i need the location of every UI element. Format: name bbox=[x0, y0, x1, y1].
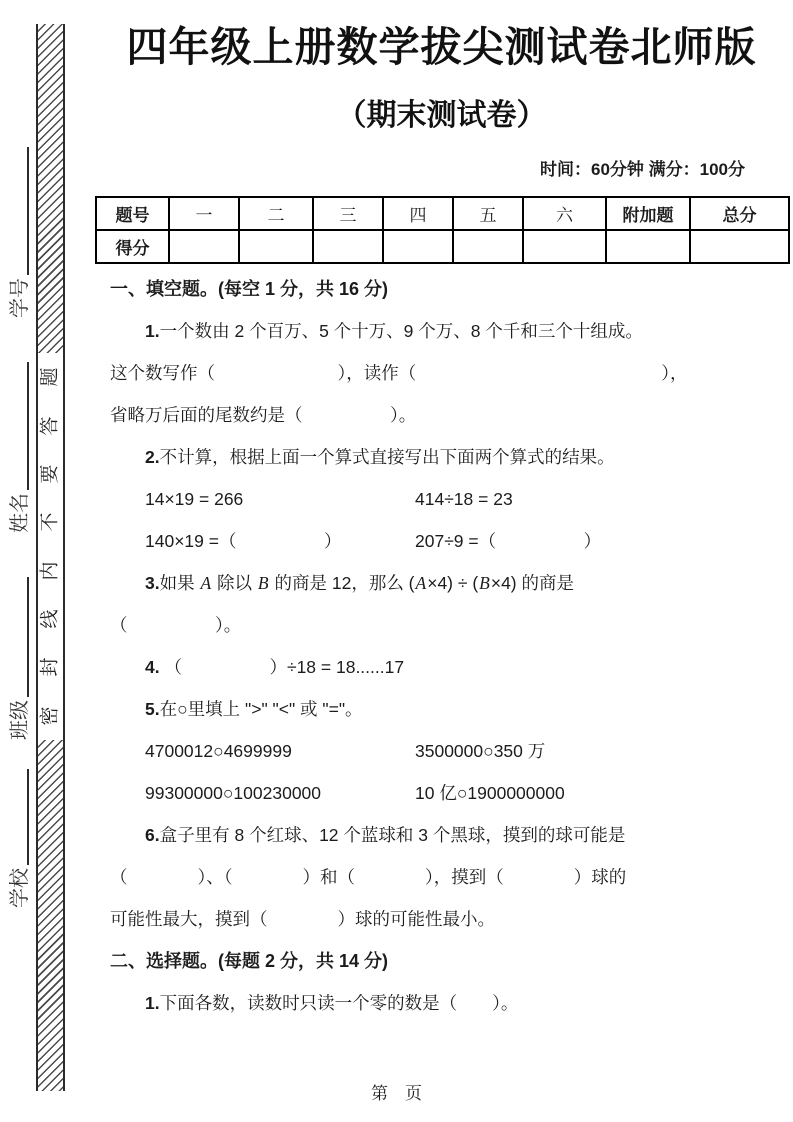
q6-text: 盒子里有 8 个红球、12 个蓝球和 3 个黑球，摸到的球可能是 bbox=[159, 825, 626, 845]
q5-text: 在○里填上 ">" "<" 或 "="。 bbox=[159, 699, 363, 719]
q1-line2: 这个数写作（ ），读作（ ）， bbox=[110, 363, 688, 383]
score-row-label: 得分 bbox=[96, 230, 169, 263]
class-label bbox=[7, 577, 33, 740]
q2-number: 2. bbox=[145, 447, 160, 467]
seal-hatch-top bbox=[38, 24, 63, 353]
school-label bbox=[7, 769, 33, 908]
q5-compare-row2 bbox=[95, 772, 788, 814]
seal-char: 题 bbox=[39, 367, 61, 387]
q5-compare-2: 3500000○350 万 bbox=[415, 741, 546, 761]
score-table-header-row bbox=[96, 197, 789, 230]
seal-char: 不 bbox=[39, 512, 61, 532]
seal-char: 内 bbox=[39, 561, 61, 581]
q6-line1 bbox=[95, 814, 788, 856]
q2-equation-1: 14×19 = 266 bbox=[145, 489, 244, 509]
q5-compare-1: 4700012○4699999 bbox=[145, 741, 292, 761]
seal-char: 封 bbox=[39, 657, 61, 677]
q3-text-part: 除以 bbox=[212, 573, 257, 593]
q3-var-b: B bbox=[257, 573, 269, 593]
section2-heading: 二、选择题。(每题 2 分，共 14 分) bbox=[110, 951, 389, 971]
q2-equations-row1 bbox=[95, 478, 788, 520]
paper-subtitle: （期末测试卷） bbox=[336, 99, 547, 132]
score-cell bbox=[690, 230, 789, 263]
q5-compare-4: 10 亿○1900000000 bbox=[415, 783, 565, 803]
score-cell bbox=[523, 230, 606, 263]
score-header-cell: 三 bbox=[313, 197, 383, 230]
score-cell bbox=[239, 230, 313, 263]
student-id-blank-line bbox=[11, 147, 29, 275]
score-header-cell: 六 bbox=[523, 197, 606, 230]
score-header-cell: 四 bbox=[383, 197, 453, 230]
score-header-total: 总分 bbox=[690, 197, 789, 230]
seal-char: 线 bbox=[39, 609, 61, 629]
section2-q1-number: 1. bbox=[145, 993, 160, 1013]
student-name-blank-line bbox=[11, 362, 29, 490]
score-header-question-no: 题号 bbox=[96, 197, 169, 230]
school-blank-line bbox=[11, 769, 29, 865]
q2-equation-2: 414÷18 = 23 bbox=[415, 489, 513, 509]
score-cell bbox=[313, 230, 383, 263]
q2-equations-row2 bbox=[95, 520, 788, 562]
q1-line1 bbox=[95, 310, 788, 352]
q3-var-a: A bbox=[200, 573, 212, 593]
questions-body bbox=[95, 268, 788, 1024]
paper-content bbox=[95, 0, 788, 1024]
q3-var-b: B bbox=[479, 573, 490, 593]
student-id-label bbox=[7, 147, 33, 318]
q3-text-part: ×4) 的商是 bbox=[490, 573, 575, 593]
student-name-label bbox=[7, 362, 33, 533]
q5-compare-3: 99300000○100230000 bbox=[145, 783, 322, 803]
score-table-score-row bbox=[96, 230, 789, 263]
page-number: 第 页 bbox=[371, 1084, 422, 1103]
class-text: 班级 bbox=[9, 700, 31, 740]
section2-q1-text: 下面各数，读数时只读一个零的数是（ ）。 bbox=[159, 993, 519, 1013]
paper-title: 四年级上册数学拔尖测试卷北师版 bbox=[126, 24, 757, 70]
q1-text: 一个数由 2 个百万、5 个十万、9 个万、8 个千和三个十组成。 bbox=[159, 321, 643, 341]
score-header-cell: 二 bbox=[239, 197, 313, 230]
section2-q1-line1 bbox=[95, 982, 788, 1024]
q1-number: 1. bbox=[145, 321, 160, 341]
q3-var-a: A bbox=[415, 573, 427, 593]
section1-heading: 一、填空题。(每空 1 分，共 16 分) bbox=[110, 279, 389, 299]
school-text: 学校 bbox=[9, 868, 31, 908]
q4-line1 bbox=[95, 646, 788, 688]
seal-char: 要 bbox=[39, 464, 61, 484]
seal-char: 答 bbox=[39, 416, 61, 436]
q1-line3: 省略万后面的尾数约是（ ）。 bbox=[110, 405, 417, 425]
q5-line1 bbox=[95, 688, 788, 730]
score-table bbox=[95, 196, 790, 264]
class-blank-line bbox=[11, 577, 29, 697]
q2-text: 不计算，根据上面一个算式直接写出下面两个算式的结果。 bbox=[159, 447, 615, 467]
seal-char: 密 bbox=[39, 706, 61, 726]
q6-line3: 可能性最大，摸到（ ）球的可能性最小。 bbox=[110, 909, 495, 929]
seal-hatch-bottom bbox=[38, 740, 63, 1091]
q5-number: 5. bbox=[145, 699, 160, 719]
seal-line-text bbox=[38, 353, 63, 740]
q3-text-part: 如果 bbox=[159, 573, 200, 593]
q3-line1 bbox=[95, 562, 788, 604]
q2-equation-3: 140×19 =（ ） bbox=[145, 531, 342, 551]
score-cell bbox=[169, 230, 239, 263]
score-header-cell: 五 bbox=[453, 197, 523, 230]
score-cell bbox=[606, 230, 690, 263]
student-name-text: 姓名 bbox=[9, 493, 31, 533]
q2-equation-4: 207÷9 =（ ） bbox=[415, 531, 602, 551]
q6-number: 6. bbox=[145, 825, 160, 845]
q4-number: 4. bbox=[145, 657, 160, 677]
student-id-text: 学号 bbox=[9, 278, 31, 318]
q3-text-part: ×4) ÷ ( bbox=[427, 573, 479, 593]
q4-text: （ ）÷18 = 18......17 bbox=[159, 657, 405, 677]
time-score-info: 时间：60分钟 满分：100分 bbox=[540, 160, 745, 179]
score-cell bbox=[453, 230, 523, 263]
score-header-bonus: 附加题 bbox=[606, 197, 690, 230]
q2-line1 bbox=[95, 436, 788, 478]
score-cell bbox=[383, 230, 453, 263]
score-header-cell: 一 bbox=[169, 197, 239, 230]
q5-compare-row1 bbox=[95, 730, 788, 772]
q3-text-part: 的商是 12，那么 ( bbox=[269, 573, 415, 593]
q3-number: 3. bbox=[145, 573, 160, 593]
q3-line2: （ ）。 bbox=[110, 615, 242, 635]
q6-line2: （ ）、（ ）和（ ），摸到（ ）球的 bbox=[110, 867, 627, 887]
seal-line-strip bbox=[36, 24, 65, 1091]
